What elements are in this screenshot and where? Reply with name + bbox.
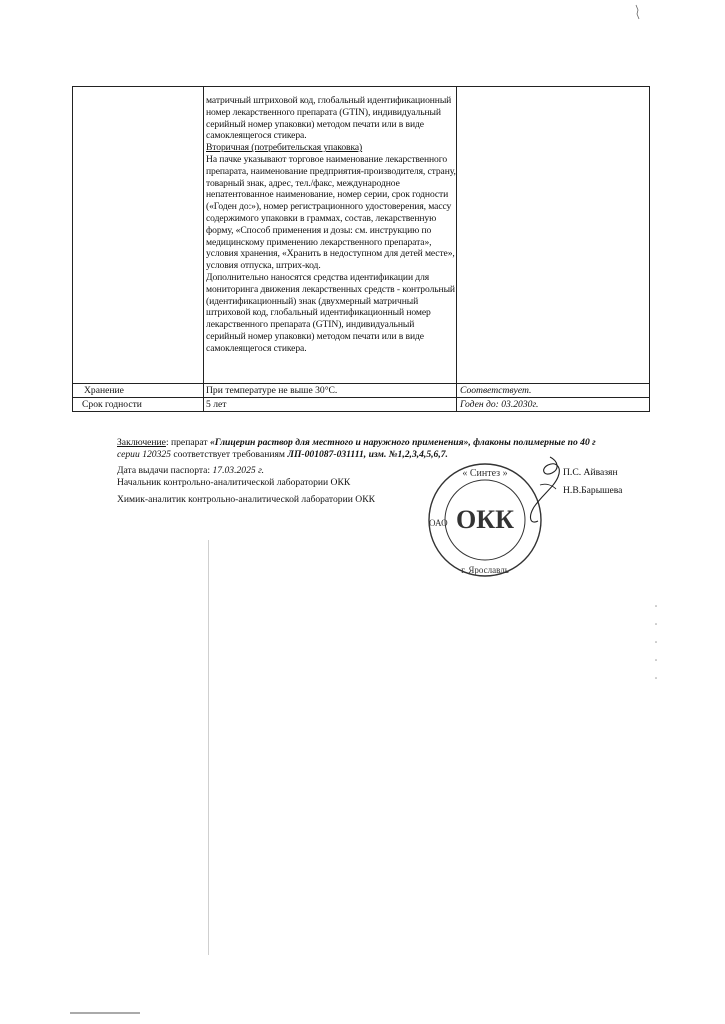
shelf-life-result: Годен до: 03.2030г. — [460, 399, 539, 410]
table-border-bottom — [72, 411, 650, 412]
conclusion — [117, 437, 657, 461]
scan-artifact-edge — [70, 1012, 140, 1014]
stamp-ring-text: ОАО — [429, 518, 448, 528]
signatory-position: Химик-аналитик контрольно-аналитической лаборатории ОКК — [117, 494, 375, 505]
conclusion-text: соответствует требованиям — [170, 449, 288, 460]
table-border-top — [72, 86, 650, 87]
signatory-name: Н.В.Барышева — [563, 485, 623, 496]
table-column-divider — [456, 86, 457, 412]
corner-scan-mark — [633, 4, 643, 20]
packaging-paragraph: На пачке указывают торговое наименование лекарственного препарата, наименование предприятия-производителя, страну, товарный знак, адрес, тел./факс, международное непатентованное наименование, номер серии, срок годности («Годен до:»), номер регистрационного удостоверения, массу содержимого упаковки в граммах, состав, лекарственную форму, «Способ применения и дозы: см. инструкцию по медицинскому применению лекарственного препарата», условия хранения, «Хранить в недоступном для детей месте», условия отпуска, штрих-код. — [206, 153, 456, 272]
stamp-ring-text: г. Ярославль — [461, 565, 509, 575]
secondary-packaging-heading: Вторичная (потребительская упаковка) — [206, 142, 363, 154]
conclusion-label: Заключение — [117, 437, 166, 448]
series-number: 120325 — [142, 449, 171, 460]
packaging-description — [206, 95, 456, 355]
shelf-life-value: 5 лет — [206, 399, 227, 410]
signatory-position: Начальник контрольно-аналитической лаборатории ОКК — [117, 477, 351, 488]
table-row-divider — [72, 383, 650, 384]
table-column-divider — [203, 86, 204, 412]
product-name: «Глицерин раствор для местного и наружного применения», флаконы полимерные по 40 г — [209, 437, 596, 448]
conclusion-text: : препарат — [165, 437, 210, 448]
shelf-life-label: Срок годности — [82, 399, 142, 410]
packaging-paragraph: матричный штриховой код, глобальный идентификационный номер лекарственного препарата (GTIN), индивидуальный серийный номер упаковки) методом печати или в виде самоклеящегося стикера. — [206, 95, 452, 142]
properties-table — [72, 86, 650, 412]
storage-result: Соответствует. — [460, 385, 532, 396]
table-border-right — [649, 86, 650, 412]
storage-label: Хранение — [84, 385, 124, 396]
stamp-ring-text: « Синтез » — [462, 468, 508, 479]
table-row-divider — [72, 397, 650, 398]
packaging-paragraph: Дополнительно наносятся средства идентификации для мониторинга движения лекарственных средств - контрольный (идентификационный) знак (двухмерный матричный штриховой код, глобальный идентификационный номер лекарственного препарата (GTIN), индивидуальный серийный номер упаковки) методом печати или в виде самоклеящегося стикера. — [206, 271, 455, 354]
table-border-left — [72, 86, 73, 412]
specification-number: ЛП-001087-031111, изм. №1,2,3,4,5,6,7. — [287, 449, 448, 460]
signatory-name: П.С. Айвазян — [563, 467, 618, 478]
handwritten-signature — [520, 455, 570, 530]
storage-value: При температуре не выше 30°С. — [206, 385, 338, 396]
scan-artifact-line — [208, 540, 209, 955]
issue-date-label: Дата выдачи паспорта: — [117, 465, 213, 476]
conclusion-text: серии — [117, 449, 143, 460]
issue-date — [117, 465, 264, 476]
issue-date-value: 17.03.2025 г. — [212, 465, 265, 476]
scan-artifact-dots — [653, 600, 659, 690]
stamp-center-text: ОКК — [456, 505, 514, 534]
